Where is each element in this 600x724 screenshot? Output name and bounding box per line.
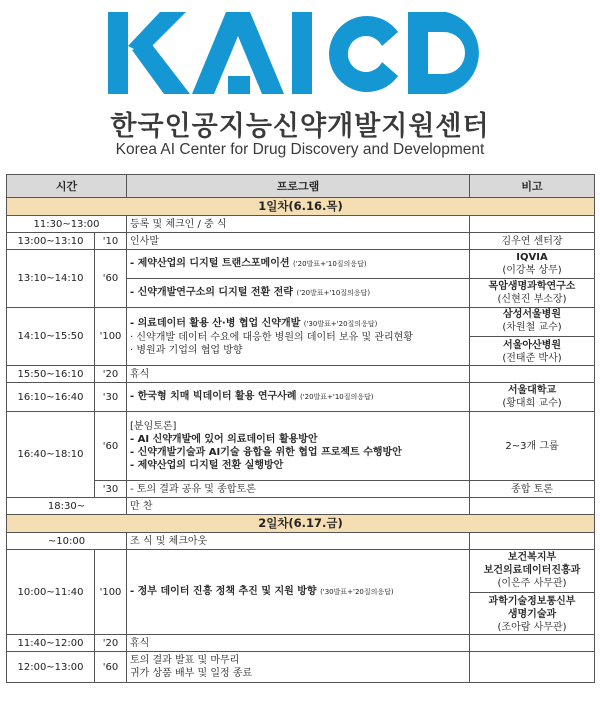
row-duration: '60 xyxy=(95,652,127,683)
row-program: 등록 및 체크인 / 중 식 xyxy=(127,216,470,233)
col-note: 비고 xyxy=(470,175,595,198)
row-note: 2~3개 그룹 xyxy=(470,412,595,481)
row-time: 11:40~12:00 xyxy=(7,635,95,652)
row-duration: '30 xyxy=(95,383,127,412)
logo-area xyxy=(0,0,600,172)
row-note xyxy=(470,383,595,412)
row-duration: '100 xyxy=(95,308,127,366)
row-time: 14:10~15:50 xyxy=(7,308,95,366)
speaker-org: 서울대학교 xyxy=(507,385,557,396)
row-program xyxy=(127,550,470,635)
table-row xyxy=(7,383,595,412)
row-program: - 토의 결과 공유 및 종합토론 xyxy=(127,481,470,498)
row-time: 18:30~ xyxy=(7,498,127,515)
row-time: 16:40~18:10 xyxy=(7,412,95,498)
table-row xyxy=(7,233,595,250)
row-time: 13:10~14:10 xyxy=(7,250,95,308)
program-subitem: - 제약산업의 디지털 전환 실행방안 xyxy=(130,460,284,471)
program-subitem: - AI 신약개발에 있어 의료데이터 활용방안 xyxy=(130,434,318,445)
row-note xyxy=(470,308,595,366)
row-duration: '100 xyxy=(95,550,127,635)
col-program: 프로그램 xyxy=(127,175,470,198)
row-program: 인사말 xyxy=(127,233,470,250)
table-row xyxy=(7,216,595,233)
speaker-org: 목암생명과학연구소 xyxy=(488,281,576,292)
row-duration: '20 xyxy=(95,366,127,383)
col-time: 시간 xyxy=(7,175,127,198)
speaker-name: (황대희 교수) xyxy=(502,398,562,409)
program-subitem: 귀가 상품 배부 및 일정 종료 xyxy=(130,668,253,679)
speaker-name: (신현진 부소장) xyxy=(497,294,567,305)
program-format: ('20발표+'10질의응답) xyxy=(299,393,374,401)
row-program: 조 식 및 체크아웃 xyxy=(127,533,470,550)
program-format: ('20발표+'10질의응답) xyxy=(293,260,367,268)
row-time: 16:10~16:40 xyxy=(7,383,95,412)
table-row xyxy=(7,550,595,635)
row-time: 10:00~11:40 xyxy=(7,550,95,635)
schedule-table xyxy=(6,174,595,683)
row-note: 김우연 센터장 xyxy=(470,233,595,250)
row-duration: '20 xyxy=(95,635,127,652)
speaker-org: 과학기술정보통신부 xyxy=(470,592,594,608)
row-note: 종합 토론 xyxy=(470,481,595,498)
program-title: - 정부 데이터 진흥 정책 추진 및 지원 방향 xyxy=(130,586,317,597)
program-heading: [분임토론] xyxy=(130,421,177,432)
row-time: 12:00~13:00 xyxy=(7,652,95,683)
speaker-org: 삼성서울병원 xyxy=(503,309,561,320)
table-row xyxy=(7,250,595,279)
row-program xyxy=(127,308,470,366)
program-title: - 신약개발연구소의 디지털 전환 전략 xyxy=(130,287,293,298)
row-note xyxy=(470,533,595,550)
program-subitem: - 신약개발기술과 AI기술 융합을 위한 협업 프로젝트 수행방안 xyxy=(130,447,402,458)
row-program: 만 찬 xyxy=(127,498,470,515)
row-note xyxy=(470,550,595,635)
row-note xyxy=(470,366,595,383)
speaker-org: IQVIA xyxy=(516,252,548,263)
program-format: ('30발표+'20질의응답) xyxy=(320,588,394,596)
row-program xyxy=(127,412,470,481)
english-org-name: Korea AI Center for Drug Discovery and Development xyxy=(115,141,485,158)
row-note xyxy=(470,216,595,233)
table-row xyxy=(7,481,595,498)
table-row xyxy=(7,366,595,383)
program-subitem: · 신약개발 데이터 수요에 대응한 병원의 데이터 보유 및 관리현황 xyxy=(130,331,413,343)
row-time: 11:30~13:00 xyxy=(7,216,127,233)
table-row xyxy=(7,635,595,652)
speaker-org: 보건복지부 xyxy=(507,551,557,563)
table-row xyxy=(7,308,595,366)
program-subitem: 토의 결과 발표 및 마무리 xyxy=(130,655,240,666)
kaicd-logo xyxy=(108,10,492,96)
row-program: 휴식 xyxy=(127,635,470,652)
table-row xyxy=(7,498,595,515)
row-time: 15:50~16:10 xyxy=(7,366,95,383)
row-program xyxy=(127,250,470,279)
program-title: - 의료데이터 활용 산·병 협업 신약개발 xyxy=(130,317,301,329)
row-duration: '60 xyxy=(95,412,127,481)
program-format: ('30발표+'20질의응답) xyxy=(303,319,378,328)
speaker-name: (조아람 사무관) xyxy=(497,621,567,633)
row-note xyxy=(470,498,595,515)
row-time: 13:00~13:10 xyxy=(7,233,95,250)
row-note xyxy=(470,250,595,279)
row-program xyxy=(127,652,470,683)
row-program xyxy=(127,383,470,412)
day2-title: 2일차(6.17.금) xyxy=(7,515,595,533)
row-duration: '30 xyxy=(95,481,127,498)
program-title: - 제약산업의 디지털 트랜스포메이션 xyxy=(130,258,290,269)
table-row xyxy=(7,533,595,550)
row-note xyxy=(470,652,595,683)
korean-org-name: 한국인공지능신약개발지원센터 xyxy=(110,111,490,142)
row-duration: '10 xyxy=(95,233,127,250)
table-row xyxy=(7,652,595,683)
row-note xyxy=(470,279,595,308)
row-note xyxy=(470,635,595,652)
speaker-name: (전태준 박사) xyxy=(502,353,562,364)
speaker-name: (이은주 사무관) xyxy=(497,577,567,589)
row-time: ~10:00 xyxy=(7,533,127,550)
program-subitem: · 병원과 기업의 협업 방향 xyxy=(130,344,243,356)
speaker-dept: 생명기술과 xyxy=(507,608,557,620)
row-program xyxy=(127,279,470,308)
header-row xyxy=(7,175,595,198)
speaker-name: (차원철 교수) xyxy=(502,322,562,333)
row-duration: '60 xyxy=(95,250,127,308)
row-program: 휴식 xyxy=(127,366,470,383)
speaker-dept: 보건의료데이터진흥과 xyxy=(483,564,581,576)
speaker-name: (이강복 상무) xyxy=(502,265,562,276)
program-format: ('20발표+'10질의응답) xyxy=(296,289,371,297)
day1-title: 1일차(6.16.목) xyxy=(7,198,595,216)
table-row xyxy=(7,412,595,481)
speaker-org: 서울아산병원 xyxy=(470,336,594,352)
program-title: - 한국형 치매 빅데이터 활용 연구사례 xyxy=(130,391,297,402)
